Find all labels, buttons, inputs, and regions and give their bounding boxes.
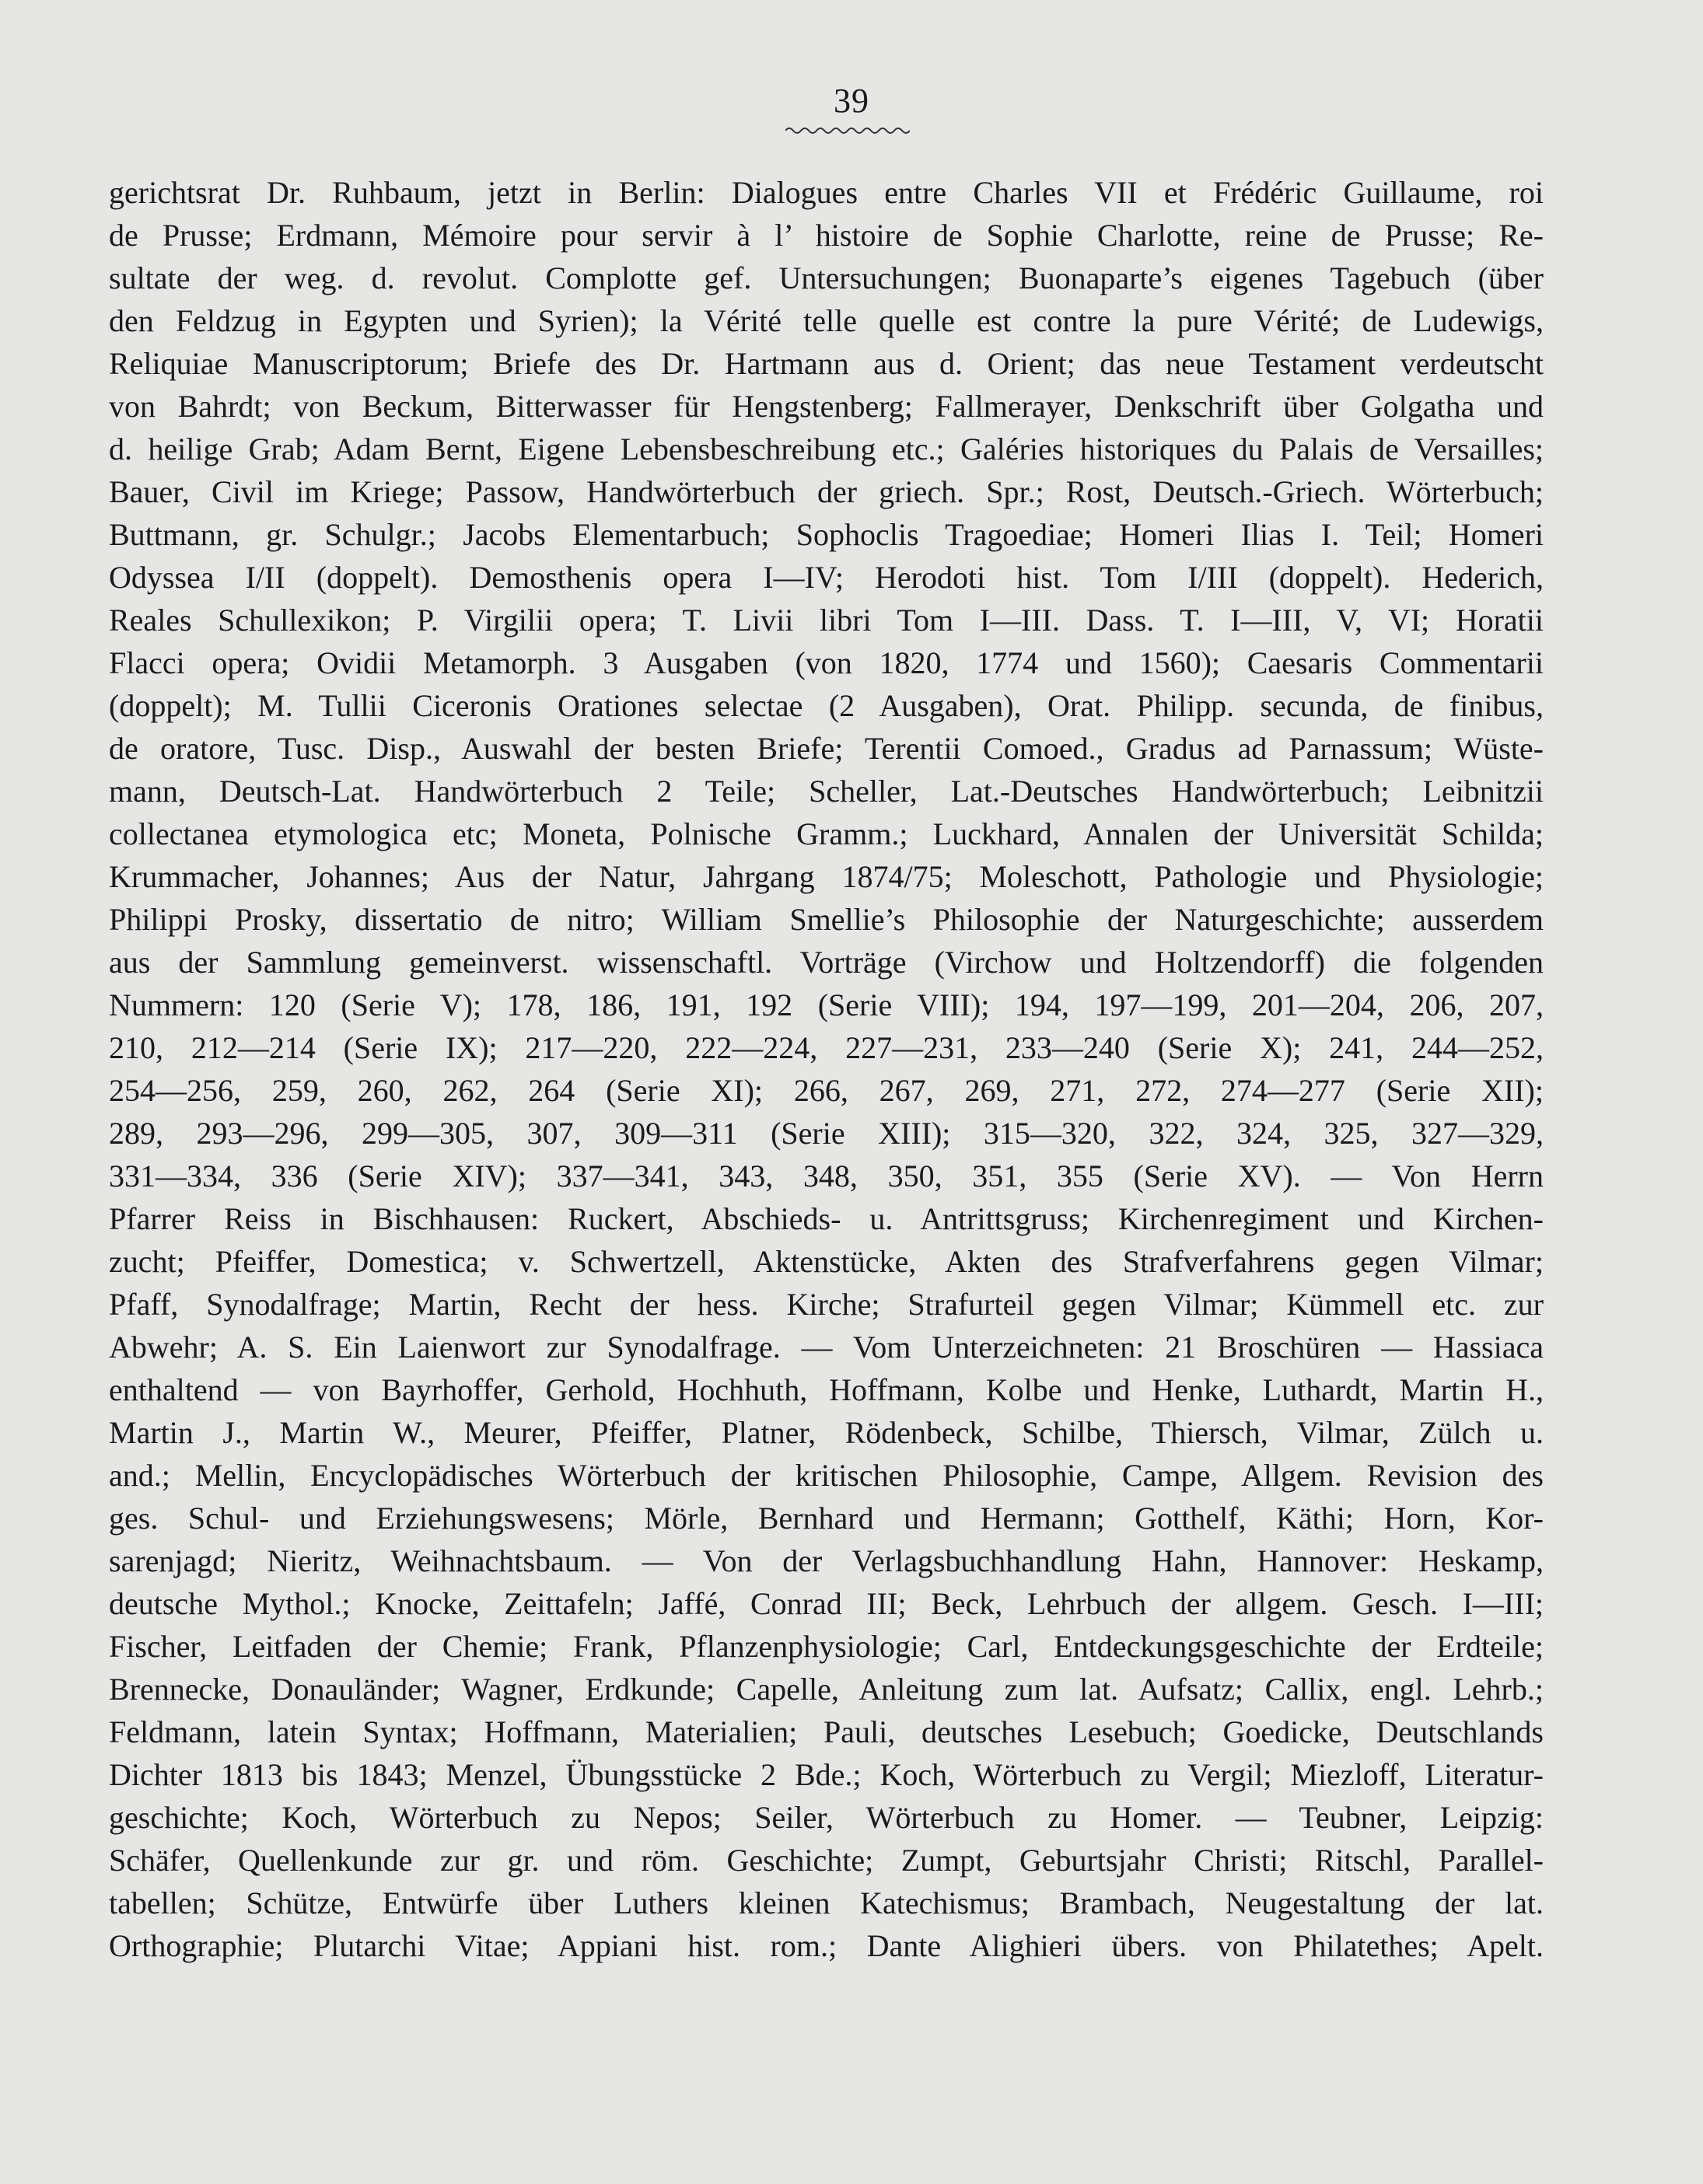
text-line-30: Martin J., Martin W., Meurer, Pfeiffer, Platner, Rödenbeck, Schilbe, Thiersch, Vilmar, Zülch u.: [109, 1415, 1544, 1450]
text-line-18: Philippi Prosky, dissertatio de nitro; William Smellie’s Philosophie der Naturgeschichte; ausserdem: [109, 902, 1544, 937]
text-line-1: gerichtsrat Dr. Ruhbaum, jetzt in Berlin: Dialogues entre Charles VII et Frédéric Guillaume, roi: [109, 175, 1544, 210]
text-line-10: Odyssea I/II (doppelt). Demosthenis opera I—IV; Herodoti hist. Tom I/III (doppelt). Hederich,: [109, 560, 1544, 595]
page-number: 39: [834, 82, 869, 120]
text-line-4: den Feldzug in Egypten und Syrien); la Vérité telle quelle est contre la pure Vérité; de Ludewigs,: [109, 303, 1544, 338]
text-line-31: and.; Mellin, Encyclopädisches Wörterbuch der kritischen Philosophie, Campe, Allgem. Revision des: [109, 1458, 1544, 1493]
text-line-29: enthaltend — von Bayrhoffer, Gerhold, Hochhuth, Hoffmann, Kolbe und Henke, Luthardt, Martin H.,: [109, 1372, 1544, 1407]
text-line-17: Krummacher, Johannes; Aus der Natur, Jahrgang 1874/75; Moleschott, Pathologie und Physiologie;: [109, 859, 1544, 894]
text-line-28: Abwehr; A. S. Ein Laienwort zur Synodalfrage. — Vom Unterzeichneten: 21 Broschüren — Hassiaca: [109, 1330, 1544, 1365]
text-line-34: deutsche Mythol.; Knocke, Zeittafeln; Jaffé, Conrad III; Beck, Lehrbuch der allgem. Gesch. I—III;: [109, 1586, 1544, 1621]
text-line-3: sultate der weg. d. revolut. Complotte gef. Untersuchungen; Buonaparte’s eigenes Tagebuch (über: [109, 260, 1544, 295]
text-line-11: Reales Schullexikon; P. Virgilii opera; T. Livii libri Tom I—III. Dass. T. I—III, V, VI; Horatii: [109, 603, 1544, 638]
text-line-5: Reliquiae Manuscriptorum; Briefe des Dr. Hartmann aus d. Orient; das neue Testament verdeutscht: [109, 346, 1544, 381]
text-line-36: Brennecke, Donauländer; Wagner, Erdkunde; Capelle, Anleitung zum lat. Aufsatz; Callix, engl. Lehrb.;: [109, 1672, 1544, 1707]
text-line-40: Schäfer, Quellenkunde zur gr. und röm. Geschichte; Zumpt, Geburtsjahr Christi; Ritschl, Parallel-: [109, 1843, 1544, 1878]
text-line-25: Pfarrer Reiss in Bischhausen: Ruckert, Abschieds- u. Antrittsgruss; Kirchenregiment und Kirchen-: [109, 1201, 1544, 1236]
text-line-15: mann, Deutsch-Lat. Handwörterbuch 2 Teile; Scheller, Lat.-Deutsches Handwörterbuch; Leibnitzii: [109, 774, 1544, 809]
text-line-42: Orthographie; Plutarchi Vitae; Appiani hist. rom.; Dante Alighieri übers. von Philatethes; Apelt.: [109, 1928, 1544, 1963]
text-line-21: 210, 212—214 (Serie IX); 217—220, 222—224, 227—231, 233—240 (Serie X); 241, 244—252,: [109, 1030, 1544, 1065]
text-line-37: Feldmann, latein Syntax; Hoffmann, Materialien; Pauli, deutsches Lesebuch; Goedicke, Deutschlands: [109, 1714, 1544, 1749]
text-line-32: ges. Schul- und Erziehungswesens; Mörle, Bernhard und Hermann; Gotthelf, Käthi; Horn, Kor-: [109, 1501, 1544, 1536]
text-line-39: geschichte; Koch, Wörterbuch zu Nepos; Seiler, Wörterbuch zu Homer. — Teubner, Leipzig:: [109, 1800, 1544, 1835]
body-text: [109, 171, 1544, 1967]
wavy-ornament: [785, 124, 910, 137]
text-line-38: Dichter 1813 bis 1843; Menzel, Übungsstücke 2 Bde.; Koch, Wörterbuch zu Vergil; Miezloff, Literatur-: [109, 1757, 1544, 1792]
text-line-23: 289, 293—296, 299—305, 307, 309—311 (Serie XIII); 315—320, 322, 324, 325, 327—329,: [109, 1116, 1544, 1151]
text-line-24: 331—334, 336 (Serie XIV); 337—341, 343, 348, 350, 351, 355 (Serie XV). — Von Herrn: [109, 1158, 1544, 1193]
text-line-26: zucht; Pfeiffer, Domestica; v. Schwertzell, Aktenstücke, Akten des Strafverfahrens gegen Vilmar;: [109, 1244, 1544, 1279]
text-line-2: de Prusse; Erdmann, Mémoire pour servir à l’ histoire de Sophie Charlotte, reine de Prusse; Re-: [109, 218, 1544, 253]
text-line-7: d. heilige Grab; Adam Bernt, Eigene Lebensbeschreibung etc.; Galéries historiques du Palais de Versailles;: [109, 432, 1544, 467]
text-line-33: sarenjagd; Nieritz, Weihnachtsbaum. — Von der Verlagsbuchhandlung Hahn, Hannover: Heskamp,: [109, 1543, 1544, 1578]
text-line-9: Buttmann, gr. Schulgr.; Jacobs Elementarbuch; Sophoclis Tragoediae; Homeri Ilias I. Teil; Homeri: [109, 517, 1544, 552]
text-line-16: collectanea etymologica etc; Moneta, Polnische Gramm.; Luckhard, Annalen der Universität Schilda;: [109, 816, 1544, 851]
text-line-6: von Bahrdt; von Beckum, Bitterwasser für Hengstenberg; Fallmerayer, Denkschrift über Golgatha und: [109, 389, 1544, 424]
text-line-20: Nummern: 120 (Serie V); 178, 186, 191, 192 (Serie VIII); 194, 197—199, 201—204, 206, 207,: [109, 987, 1544, 1022]
text-line-12: Flacci opera; Ovidii Metamorph. 3 Ausgaben (von 1820, 1774 und 1560); Caesaris Commentarii: [109, 645, 1544, 680]
text-line-19: aus der Sammlung gemeinverst. wissenschaftl. Vorträge (Virchow und Holtzendorff) die folgenden: [109, 945, 1544, 980]
text-line-22: 254—256, 259, 260, 262, 264 (Serie XI); 266, 267, 269, 271, 272, 274—277 (Serie XII);: [109, 1073, 1544, 1108]
text-line-35: Fischer, Leitfaden der Chemie; Frank, Pflanzenphysiologie; Carl, Entdeckungsgeschichte der Erdteile;: [109, 1629, 1544, 1664]
text-line-13: (doppelt); M. Tullii Ciceronis Orationes selectae (2 Ausgaben), Orat. Philipp. secunda, de finibus,: [109, 688, 1544, 723]
text-line-14: de oratore, Tusc. Disp., Auswahl der besten Briefe; Terentii Comoed., Gradus ad Parnassum; Wüste-: [109, 731, 1544, 766]
text-line-8: Bauer, Civil im Kriege; Passow, Handwörterbuch der griech. Spr.; Rost, Deutsch.-Griech. Wörterbuch;: [109, 474, 1544, 509]
text-line-27: Pfaff, Synodalfrage; Martin, Recht der hess. Kirche; Strafurteil gegen Vilmar; Kümmell etc. zur: [109, 1287, 1544, 1322]
text-line-41: tabellen; Schütze, Entwürfe über Luthers kleinen Katechismus; Brambach, Neugestaltung der lat.: [109, 1885, 1544, 1920]
